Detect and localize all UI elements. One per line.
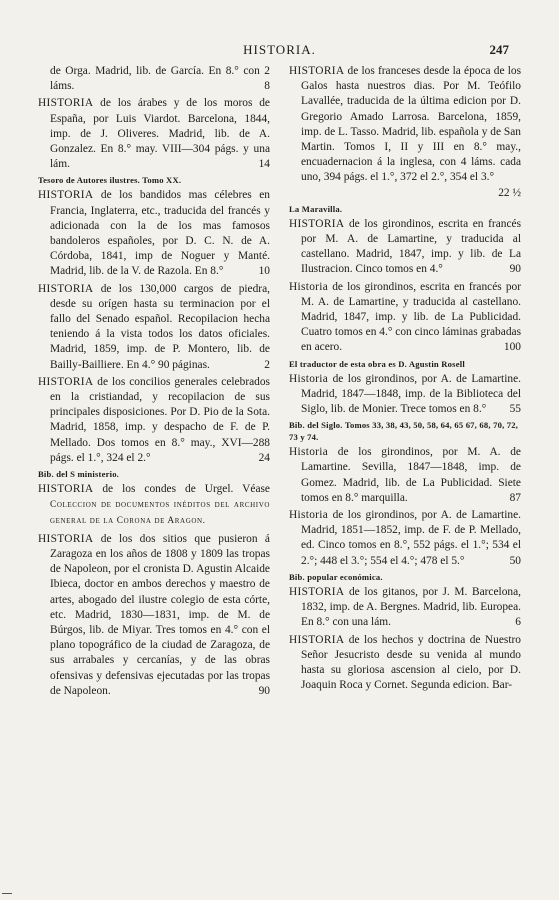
left-column [38,64,270,701]
entry-heading: HISTORIA [289,633,345,646]
entry-heading: HISTORIA [38,282,94,295]
entry-text: de Orga. Madrid, lib. de García. En 8.° con 2 láms. [50,65,270,93]
series-note: Bib. popular económica. [289,571,383,582]
series-note: Bib. del Siglo. Tomos 33, 38, 43, 50, 58, 64, 65 67, 68, 70, 72, 73 y 74. [289,420,519,443]
page-number: 247 [489,42,509,57]
catalog-entry [38,96,270,172]
series-note: El traductor de esta obra es D. Agustin Rosell [289,358,465,369]
catalog-entry [38,282,270,373]
catalog-entry [38,188,270,279]
entry-heading: HISTORIA [38,189,94,202]
entry-heading: HISTORIA [38,375,94,388]
catalog-entry [289,633,521,694]
entry-heading: HISTORIA [289,217,345,230]
entry-text: de los franceses desde la época de los Galos hasta nuestros dias. Por M. Teófilo Lavallée, traducida de la última edicion por D. Gregorio Amado Larrosa. Barcelona, 1859, imp. de L. Tasso. Madrid, lib. española y de San Martin. Tomos I, II y III en 8.° may., encuadernacion á la inglesa, con 4 láms. cada uno, 394 págs. el 1.°, 372 el 2.°, 354 el 3.° [301,65,521,184]
entry-heading: HISTORIA [289,65,345,77]
catalog-entry [38,375,270,466]
catalog-entry [38,482,270,530]
entry-text: de los dos sitios que pusieron á Zaragoza en los años de 1808 y 1809 las tropas de Napoleon, por el cronista D. Agustin Alcaide Ibieca, doctor en ambos derechos y maestro de artes, abogado del ilustre colegio de esta córte, etc. Madrid, 1830—1831, imp. de M. de Búrgos, lib. de Miyar. Tres tomos en 4.° con el plano topográfico de la ciudad de Zaragoza, de sus arrabales y cercanías, y de las obras ofensivas y defensivas ejecutadas por las tropas de Napoleon. [50,532,270,697]
series-note: La Maravilla. [289,203,343,214]
entry-price: 87 [509,491,521,504]
entry-price: 8 [264,80,270,93]
entry-text: de los gitanos, por J. M. Barcelona, 1832, imp. de A. Bergnes. Madrid, lib. Europea. En 8.° con una lám. [301,585,521,629]
series-note: Bib. del S ministerio. [38,469,120,480]
entry-heading: HISTORIA [38,97,94,110]
entry-heading: Historia [289,280,329,293]
entry-text: de los girondinos, por A. de Lamartine. Madrid, 1847—1848, imp. de la Biblioteca del Siglo, lib. de Monier. Trece tomos en 8.° [301,372,521,416]
entry-cross-reference: Coleccion de documentos inéditos del archivo general de la Corona de Aragon. [50,500,270,527]
entry-heading: HISTORIA [289,585,345,598]
entry-price: 100 [503,341,521,354]
entry-text: de los bandidos mas célebres en Francia, Inglaterra, etc., traducida del francés y adicionada con la de los mas famosos bandoleros españoles, por D. C. N. de A. Córdoba, 1841, imp de Noguer y Manté. Madrid, lib. de la V. de Razola. En 8.° [50,189,270,278]
catalog-entry [289,217,521,278]
entry-heading: Historia [289,509,329,522]
catalog-entry [289,64,521,201]
series-note: Tesoro de Autores ilustres. Tomo XX. [38,175,182,186]
entry-price: 2 [264,358,270,371]
entry-text: de los condes de Urgel. Véase [93,483,270,496]
entry-heading: HISTORIA [38,532,94,545]
catalog-entry [289,508,521,569]
entry-text: de los hechos y doctrina de Nuestro Señor Jesucristo desde su venida al mundo hasta su gloriosa ascension al cielo, por D. Joaquin Roca y Cornet. Segunda edicion. Bar- [301,633,521,692]
entry-text: de los girondinos, por M. A. de Lamartine. Sevilla, 1847—1848, imp. de Gomez. Madrid, lib. de La Publicidad. Siete tomos en 8.° marquilla. [301,446,521,504]
catalog-entry [289,372,521,418]
entry-price: 22 ½ [498,186,521,199]
catalog-entry [38,532,270,699]
entry-price: 10 [258,265,270,278]
entry-heading: HISTORIA [38,483,94,496]
entry-text: de los girondinos, escrita en francés por M. A. de Lamartine, y traducida al castellano. Madrid, 1847, imp. y lib. de La Ilustracion. Cinco tomos en 4.° [301,217,521,276]
entry-text: de los árabes y de los moros de España, por Luis Viardot. Barcelona, 1844, imp. de J. Oliveres. Madrid, lib. de A. Gonzalez. En 8.° may. VIII—304 págs. y una lám. [50,97,270,171]
entry-text: de los girondinos, por A. de Lamartine. Madrid, 1851—1852, imp. de F. de P. Mellado, ed. Cinco tomos en 8.°, 552 págs. el 1.°; 534 el 2.°; 448 el 3.°; 554 el 4.°; 478 el 5.° [301,509,521,567]
entry-price: 55 [509,403,521,416]
catalog-entry [289,280,521,356]
entry-price: 14 [258,158,270,171]
entry-heading: Historia [289,446,329,459]
entry-text: de los concilios generales celebrados en la cristiandad, y recopilacion de sus principales disposiciones. Por D. Pio de la Sota. Madrid, 1858, imp. y despacho de F. de P. Mellado. Dos tomos en 8.° may., XVI—288 págs. el 1.°, 324 el 2.° [50,375,270,464]
page-header [40,42,519,60]
entry-price: 90 [509,263,521,276]
running-head: HISTORIA. [243,42,316,57]
entry-price: 6 [515,616,521,629]
entry-heading: Historia [289,372,329,385]
scan-edge-mark [2,893,12,894]
entry-price: 50 [509,554,521,567]
entry-price: 24 [258,451,270,464]
entry-text: de los girondinos, escrita en francés por M. A. de Lamartine, y traducida al castellano. Madrid, 1847, imp. y lib. de La Publicidad. Cuatro tomos en 4.° con cinco láminas grabadas en acero. [301,280,521,354]
catalog-entry [289,445,521,506]
right-column [289,64,521,695]
catalog-entry [289,585,521,631]
entry-text: de los 130,000 cargos de piedra, desde su orígen hasta su terminacion por el fallo del Senado español. Recopilacion hecha teniendo á la vista todos los datos oficiales. Madrid, 1859, imp. de P. Montero, lib. de Bailly-Bailliere. En 4.° 90 páginas. [50,282,270,371]
entry-price: 90 [258,684,270,697]
catalog-entry [38,64,270,94]
